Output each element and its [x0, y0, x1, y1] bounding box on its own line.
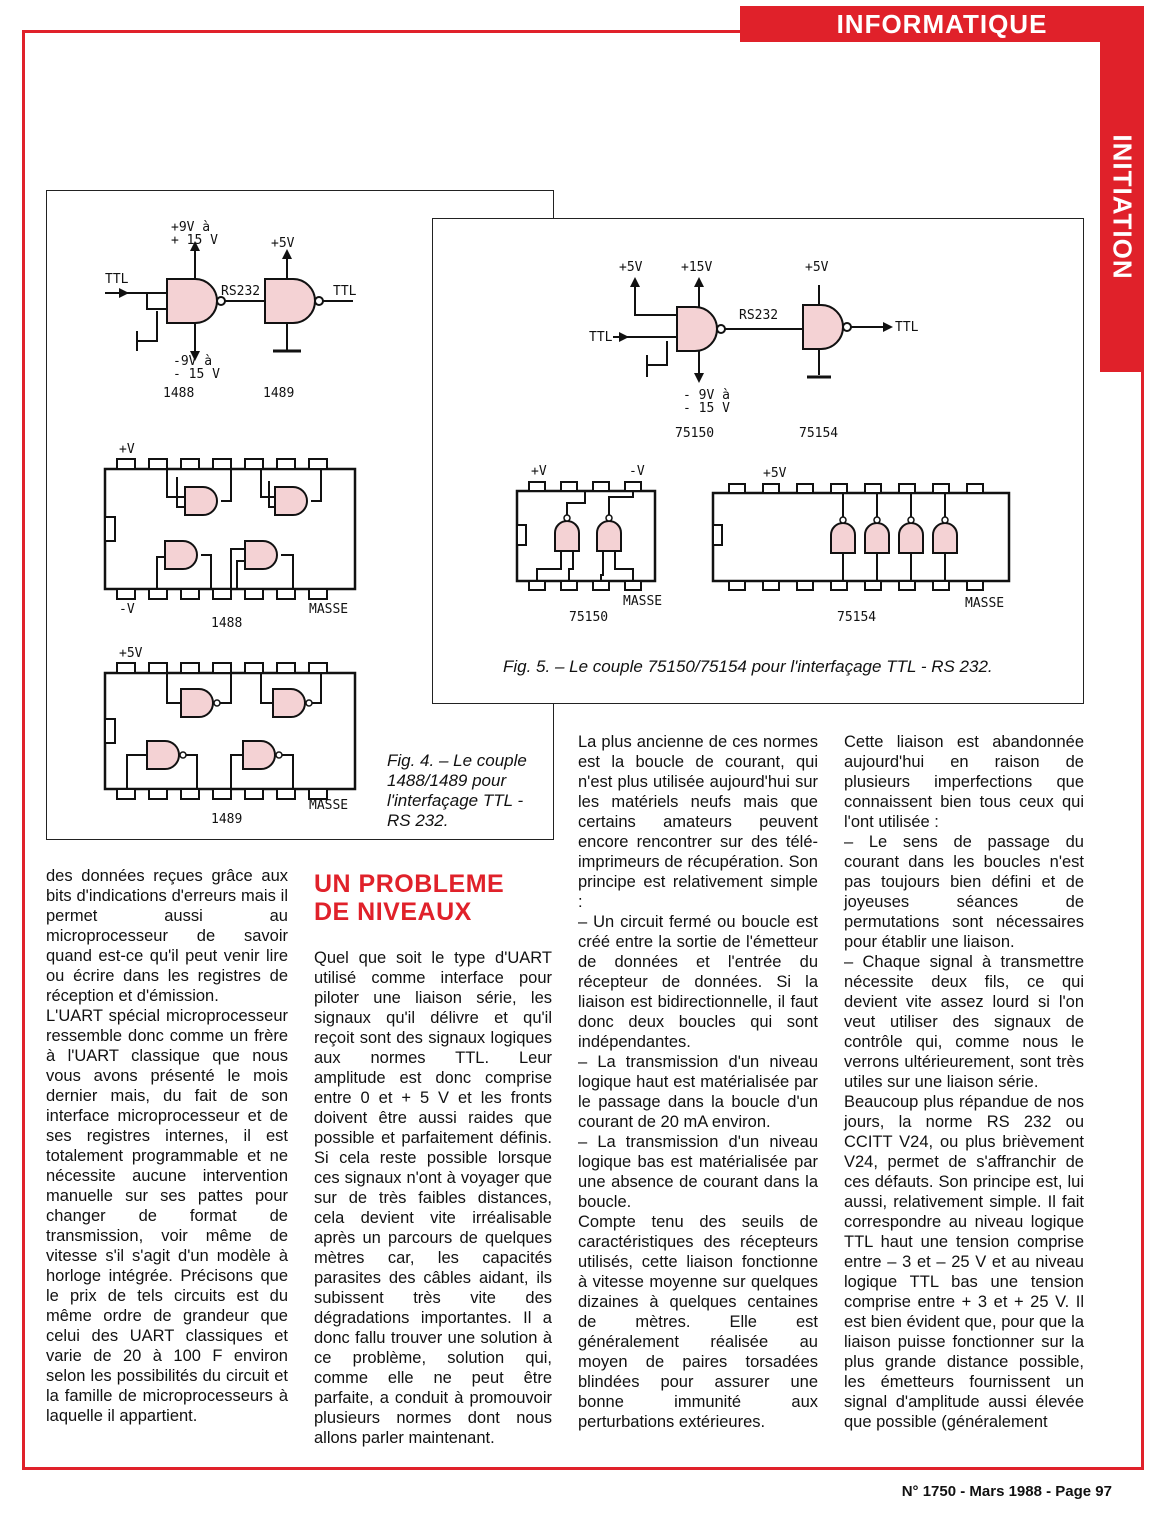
fig4-vplus-label: +9V à + 15 V [171, 220, 218, 248]
fig5-driver-bubble [717, 325, 725, 333]
dip1489-v5-label: +5V [119, 646, 143, 661]
fig4-vminus-label: -9V à - 15 V [173, 354, 220, 382]
page-footer: N° 1750 - Mars 1988 - Page 97 [901, 1483, 1112, 1500]
frame-top-rule [22, 30, 742, 33]
dip1488-name-label: 1488 [211, 616, 243, 631]
figure-5 [432, 218, 1084, 704]
article-column-2: Quel que soit le type d'UART utilisé comme interface pour piloter une liaison série, les signaux qu'il délivre et qu'il reçoit sont des signaux logiques aux normes TTL. Leur amplitude est donc comprise entre 0 et + 5 V et les fronts doivent être aussi raides que possible et parfaitement définis. Si cela reste possible lorsque ces signaux n'ont à voyager que sur de très faibles distances, cela devient vite irréalisable après un parcours de quelques mètres car, les capacités parasites des câbles aidant, ils subissent très vite des dégradations importantes. Il a donc fallu trouver une solution à ce problème, solution qui, comme elle ne peut être parfaite, a conduit à promouvoir plusieurs normes dont nous allons parler maintenant. [314, 949, 552, 1447]
dip75150-vminus-label: -V [629, 464, 645, 479]
fig5-receiver-bubble [843, 323, 851, 331]
article-column-4: Cette liaison est abandonnée aujourd'hui en raison de plusieurs imperfections que connaissent bien tous ceux qui l'ont utilisée : – Le sens de passage du courant dans les boucles n'est pas toujours bien défini et de joyeuses séances de permutations sont nécessaires pour établir une liaison. – Chaque signal à transmettre nécessite deux fils, ce qui devient vite assez lourd si l'on veut utiliser des signaux de contrôle qui, comme nous le verrons ultérieurement, sont très utiles sur une liaison série. Beaucoup plus répandue de nos jours, la norme RS 232 ou CCITT V24, ou plus brièvement V24, permet de s'affranchir de ces défauts. Son principe est, lui aussi, relativement simple. Il fait correspondre au niveau logique TTL haut une tension comprise entre – 3 et – 25 V et au niveau logique TTL bas une tension comprise entre + 3 et + 25 V. Il est bien évident que, pour que la liaison puisse fonctionner sur la plus grande distance possible, les émetteurs fournissent un signal d'amplitude aussi élevée que possible (généralement [844, 733, 1084, 1431]
fig5-ttl-in-label: TTL [589, 330, 613, 345]
fig4-ttl-in-label: TTL [105, 272, 129, 287]
section-banner: INFORMATIQUE [740, 6, 1144, 42]
fig5-v5b-label: +5V [805, 260, 829, 275]
dip-1489 [105, 663, 355, 799]
fig4-chip-b-label: 1489 [263, 386, 295, 401]
dip75154-name-label: 75154 [837, 610, 877, 625]
dip-75154 [713, 484, 1009, 590]
dip1488-masse-label: MASSE [309, 602, 349, 617]
article-column-3: La plus ancienne de ces normes est la boucle de courant, qui n'est plus utilisée aujourd'hui sur les matériels neufs mais que certains amateurs peuvent encore rencontrer sur des télé-imprimeurs de récupération. Son principe est relativement simple : – Un circuit fermé ou boucle est créé entre la sortie de l'émetteur de données et l'entrée du récepteur de données. Si la liaison est bidirectionnelle, il faut donc deux boucles qui sont indépendantes. – La transmission d'un niveau logique haut est matérialisée par le passage dans la boucle d'un courant de 20 mA environ. – La transmission d'un niveau logique bas est matérialisée par une absence de courant dans la boucle. Compte tenu des seuils de caractéristiques des récepteurs utilisés, cette liaison fonctionne à vitesse moyenne sur quelques dizaines à quelques centaines de mètres. Elle est généralement réalisée au moyen de paires torsadées blindées pour assurer une bonne immunité aux perturbations extérieures. [578, 733, 818, 1431]
fig4-receiver-bubble [315, 297, 323, 305]
fig5-v15-label: +15V [681, 260, 713, 275]
side-tab-label: INITIATION [1107, 134, 1138, 280]
fig4-ttl-out-label: TTL [333, 284, 357, 299]
fig4-receiver-gate [265, 279, 315, 323]
dip75150-name-label: 75150 [569, 610, 609, 625]
fig5-vminus-label: - 9V à - 15 V [683, 388, 730, 416]
figure-5-diagram [433, 219, 1083, 703]
fig4-v5-label: +5V [271, 236, 295, 251]
dip-1488 [105, 459, 355, 599]
dip1488-vplus-label: +V [119, 442, 135, 457]
figure-4-caption: Fig. 4. – Le couple 1488/1489 pour l'interfaçage TTL - RS 232. [387, 751, 527, 830]
dip-75150 [517, 482, 655, 590]
fig5-receiver-gate [803, 305, 843, 349]
fig5-chip-b-label: 75154 [799, 426, 839, 441]
fig5-v5-label: +5V [619, 260, 643, 275]
figure-5-caption: Fig. 5. – Le couple 75150/75154 pour l'interfaçage TTL - RS 232. [503, 657, 993, 676]
dip1488-vminus-label: -V [119, 602, 135, 617]
frame-bottom-rule [22, 1467, 1144, 1470]
frame-left-rule [22, 30, 25, 1470]
dip75150-masse-label: MASSE [623, 594, 663, 609]
frame-right-rule [1141, 370, 1144, 1470]
article-column-1: des données reçues grâce aux bits d'indications d'erreurs mais il permet aussi au microprocesseur de savoir quand est-ce qu'il peut venir lire ou écrire dans les registres de réception et d'émission. L'UART spécial microprocesseur ressemble donc comme un frère à l'UART classique que nous vous avons présenté le mois dernier mais, du fait de son interface microprocesseur et de ses registres internes, il est totalement programmable et ne nécessite aucune intervention manuelle sur ses pattes pour changer de format de transmission, voir même de vitesse s'il s'agit d'un modèle à horloge intégrée. Précisons que le prix de tels circuits est du même ordre de grandeur que celui des UART classiques et varie de 20 à 100 F environ selon les possibilités du circuit et la famille de microprocesseurs à laquelle il appartient. [46, 867, 288, 1425]
fig5-rs232-label: RS232 [739, 308, 779, 323]
fig4-chip-a-label: 1488 [163, 386, 195, 401]
fig5-driver-gate [677, 307, 717, 351]
fig5-ttl-out-label: TTL [895, 320, 919, 335]
dip75154-masse-label: MASSE [965, 596, 1005, 611]
dip1489-masse-label: MASSE [309, 798, 349, 813]
dip1489-name-label: 1489 [211, 812, 243, 827]
fig4-driver-gate [167, 279, 217, 323]
section-heading: UN PROBLEME DE NIVEAUX [314, 870, 505, 926]
fig5-chip-a-label: 75150 [675, 426, 715, 441]
dip75154-v5-label: +5V [763, 466, 787, 481]
fig4-rs232-label: RS232 [221, 284, 261, 299]
side-tab [1100, 42, 1144, 372]
dip75150-vplus-label: +V [531, 464, 547, 479]
